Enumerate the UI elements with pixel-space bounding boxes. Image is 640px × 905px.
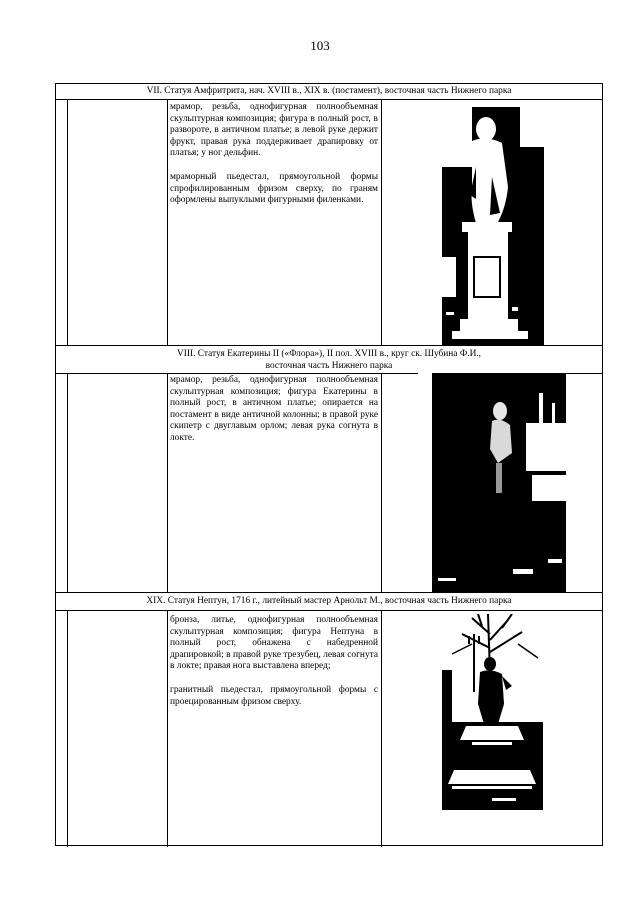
description-paragraph: бронза, литье, однофигурная полнообъемная скульптурная композиция; фигура Нептуна в полный рост, обнажена с набедренной драпировкой; в правой руке трезубец, левая согнута в локте; правая нога выставлена вперед; [170,615,378,672]
section-title: восточная часть Нижнего парка [265,361,393,371]
description-cell [170,615,378,708]
page-number: 103 [310,38,330,53]
description-cell [170,375,378,445]
section-title: VIII. Статуя Екатерины II («Флора»), II пол. XVIII в., круг ск. Шубина Ф.И., [176,349,482,359]
column-divider [381,99,382,345]
column-divider [167,610,168,847]
row-divider [56,99,602,100]
row-divider [56,345,602,346]
row-divider [56,592,602,593]
statue-photo-neptune [442,614,543,810]
description-paragraph: мрамор, резьба, однофигурная полнообъемная скульптурная композиция; фигура в полный рост, в развороте, в античном платье; в левой руке держит фрукт, правая рука поддерживает драпировку от платья; у ног дельфин. [170,102,378,159]
column-divider [67,373,68,592]
column-divider [67,610,68,847]
column-divider [167,373,168,592]
description-paragraph: мрамор, резьба, однофигурная полнообъемная скульптурная композиция; фигура Екатерины в полный рост, в античном платье; опирается на постамент в виде античной колонны; в правой руке скипетр с двуглавым орлом; левая рука согнута в локте. [170,375,378,443]
monuments-table [55,83,603,846]
section-title: VII. Статуя Амфритрита, нач. XVIII в., XIX в. (постамент), восточная часть Нижнего парка [146,86,512,96]
statue-photo-amphitrite [442,107,544,345]
description-paragraph: мраморный пьедестал, прямоугольной формы спрофилированным фризом сверху, по граням оформлены выпуклыми фигурными филенками. [170,171,378,206]
row-divider [56,610,602,611]
statue-photo-catherine [418,373,566,592]
column-divider [381,610,382,847]
section-title: XIX. Статуя Нептун, 1716 г., литейный мастер Арнольт М., восточная часть Нижнего парка [146,596,512,606]
description-paragraph: гранитный пьедестал, прямоугольной формы с проецированным фризом сверху. [170,684,378,707]
description-cell [170,102,378,207]
column-divider [67,99,68,345]
column-divider [381,373,382,592]
column-divider [167,99,168,345]
